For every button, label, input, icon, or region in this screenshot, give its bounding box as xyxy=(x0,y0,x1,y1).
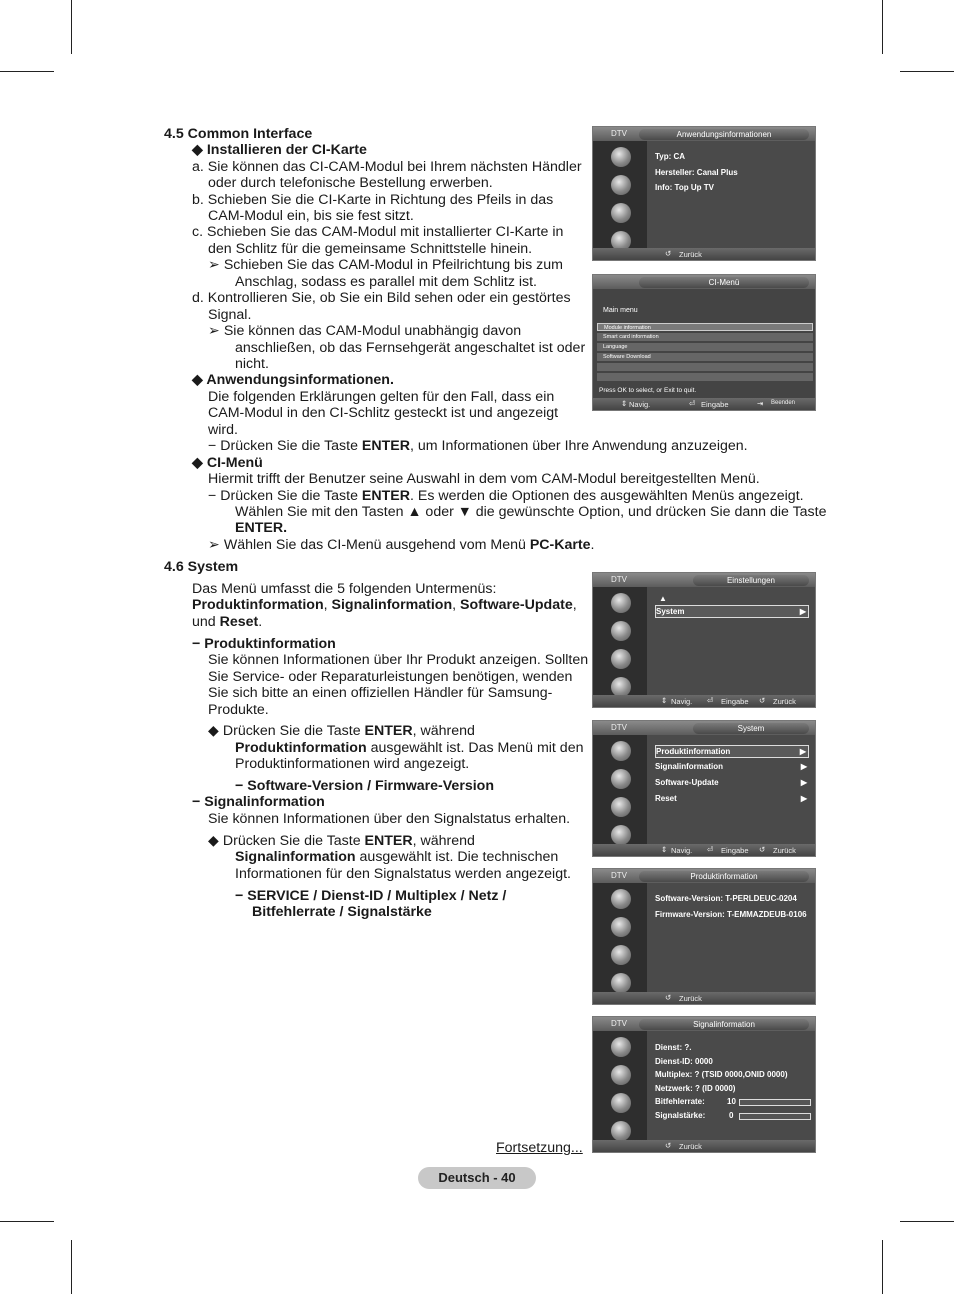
text-line: Produkte. xyxy=(208,702,269,718)
navigate-icon: ⇕ xyxy=(621,399,628,408)
text-line: Sie Service- oder Reparaturleistungen benötigen, wenden xyxy=(208,669,573,685)
text-line: Die folgenden Erklärungen gelten für den Fall, dass ein xyxy=(208,389,555,405)
return-icon: ↺ xyxy=(759,845,766,854)
return-icon: ↺ xyxy=(759,696,766,705)
ci-menu-item: Software Download xyxy=(597,353,813,361)
picture-icon xyxy=(611,741,631,761)
screen-sidebar xyxy=(593,735,647,844)
text-line: b. Schieben Sie die CI-Karte in Richtung des Pfeils in das xyxy=(192,192,554,208)
strength-bar xyxy=(739,1113,811,1120)
screen-body xyxy=(593,289,815,398)
screen-header: DTV Einstellungen xyxy=(593,573,815,587)
tv-screen-ci-menu xyxy=(592,274,816,411)
section-heading: 4.5 Common Interface xyxy=(164,126,313,142)
crop-mark xyxy=(71,0,72,54)
screen-header: DTV Signalinformation xyxy=(593,1017,815,1031)
continue-link: Fortsetzung... xyxy=(496,1140,583,1156)
screen-header: DTV Anwendungsinformationen xyxy=(593,127,815,141)
return-icon: ↺ xyxy=(665,993,672,1002)
return-icon: ↺ xyxy=(665,249,672,258)
setup-icon xyxy=(611,1121,631,1141)
ci-menu-item: Language xyxy=(597,343,813,351)
crop-mark xyxy=(71,1240,72,1294)
enter-icon: ⏎ xyxy=(707,845,714,854)
text-line: nicht. xyxy=(235,356,269,372)
crop-mark xyxy=(0,71,54,72)
page-number-badge: Deutsch - 40 xyxy=(418,1167,536,1189)
picture-icon xyxy=(611,889,631,909)
menu-row: System ▶ xyxy=(655,605,809,618)
text-line: anschließen, ob das Fernsehgerät angeschaltet ist oder xyxy=(235,340,586,356)
exit-icon: ⇥ xyxy=(757,399,764,408)
crop-mark xyxy=(900,71,954,72)
channel-icon xyxy=(611,1093,631,1113)
ci-menu-item: Module information xyxy=(597,323,813,331)
sound-icon xyxy=(611,769,631,789)
screen-body xyxy=(647,1031,815,1140)
screen-sidebar xyxy=(593,1031,647,1140)
section-heading: 4.6 System xyxy=(164,559,239,575)
navigate-icon: ⇕ xyxy=(661,845,668,854)
setup-icon xyxy=(611,973,631,993)
text-line: Sie können Informationen über den Signalstatus erhalten. xyxy=(208,811,571,827)
ber-bar xyxy=(739,1099,811,1106)
channel-icon xyxy=(611,649,631,669)
text-line: ➢ Wählen Sie das CI-Menü ausgehend vom Menü PC-Karte. xyxy=(208,537,595,553)
ci-menu-item xyxy=(597,363,813,371)
text-line: − SERVICE / Dienst-ID / Multiplex / Netz / xyxy=(235,888,507,904)
text-line: − Software-Version / Firmware-Version xyxy=(235,778,495,794)
text-line: − Drücken Sie die Taste ENTER, um Informationen über Ihre Anwendung anzuzeigen. xyxy=(208,438,748,454)
tv-screen-system xyxy=(592,720,816,857)
text-line: oder durch telefonische Bestellung erwerben. xyxy=(208,175,493,191)
info-row: Multiplex: ? (TSID 0000,ONID 0000) xyxy=(655,1070,788,1079)
screen-footer: ⇕ Navig. ⏎ Eingabe ⇥ Beenden xyxy=(593,398,815,410)
crop-mark xyxy=(882,1240,883,1294)
text-line: Wählen Sie mit den Tasten ▲ oder ▼ die gewünschte Option, und drücken Sie dann die Taste xyxy=(235,504,827,520)
tv-screen-signal-info xyxy=(592,1016,816,1153)
picture-icon xyxy=(611,1037,631,1057)
text-line: CAM-Modul ein, bis sie fest sitzt. xyxy=(208,208,414,224)
sound-icon xyxy=(611,1065,631,1085)
screen-footer: ↺ Zurück xyxy=(593,248,815,260)
info-row: Software-Version: T-PERLDEUC-0204 xyxy=(655,894,797,903)
ci-menu-item: Smart card information xyxy=(597,333,813,341)
info-row: Typ: CA xyxy=(655,152,686,161)
text-line: − Drücken Sie die Taste ENTER. Es werden die Optionen des ausgewählten Menüs angezeigt. xyxy=(208,488,804,504)
screen-sidebar xyxy=(593,587,647,695)
scroll-up-icon: ▲ xyxy=(659,594,667,603)
screen-body xyxy=(647,141,815,248)
text-line: Sie sich bitte an einen offiziellen Händler für Samsung- xyxy=(208,685,553,701)
text-line: Das Menü umfasst die 5 folgenden Untermenüs: xyxy=(192,581,497,597)
subheading: ◆ Installieren der CI-Karte xyxy=(192,142,367,158)
screen-footer: ↺ Zurück xyxy=(593,1140,815,1152)
screen-body xyxy=(647,587,815,695)
enter-icon: ⏎ xyxy=(707,696,714,705)
screen-body xyxy=(647,883,815,992)
subheading: ◆ Anwendungsinformationen. xyxy=(192,372,394,388)
picture-icon xyxy=(611,147,631,167)
text-line: Bitfehlerrate / Signalstärke xyxy=(252,904,432,920)
screen-footer: ⇕ Navig. ⏎ Eingabe ↺ Zurück xyxy=(593,695,815,707)
info-row: Dienst: ?. xyxy=(655,1043,692,1052)
text-line: ◆ Drücken Sie die Taste ENTER, während xyxy=(208,723,475,739)
subheading: − Signalinformation xyxy=(192,794,325,810)
menu-row: Signalinformation ▶ xyxy=(655,762,807,771)
ber-row: Bitfehlerrate: 10 xyxy=(655,1096,809,1107)
channel-icon xyxy=(611,945,631,965)
ci-hint: Press OK to select, or Exit to quit. xyxy=(599,387,697,394)
sound-icon xyxy=(611,917,631,937)
text-line: Hiermit trifft der Benutzer seine Auswahl in dem vom CAM-Modul bereitgestellten Menü. xyxy=(208,471,760,487)
menu-row: Produktinformation ▶ xyxy=(655,745,809,758)
info-row: Hersteller: Canal Plus xyxy=(655,168,738,177)
text-line: wird. xyxy=(208,422,238,438)
text-line: und Reset. xyxy=(192,614,263,630)
text-line: ◆ Drücken Sie die Taste ENTER, während xyxy=(208,833,475,849)
screen-header: DTV Produktinformation xyxy=(593,869,815,883)
info-row: Firmware-Version: T-EMMAZDEUB-0106 xyxy=(655,910,807,919)
text-line: Produktinformation ausgewählt ist. Das Menü mit den xyxy=(235,740,584,756)
info-row: Netzwerk: ? (ID 0000) xyxy=(655,1084,736,1093)
screen-footer: ⇕ Navig. ⏎ Eingabe ↺ Zurück xyxy=(593,844,815,856)
text-line: Produktinformation, Signalinformation, Software-Update, xyxy=(192,597,577,613)
crop-mark xyxy=(900,1221,954,1222)
screen-body xyxy=(647,735,815,844)
setup-icon xyxy=(611,825,631,845)
text-line: Signal. xyxy=(208,307,252,323)
text-line: Produktinformationen wird angezeigt. xyxy=(235,756,470,772)
setup-icon xyxy=(611,677,631,697)
text-line: Anschlag, sodass es parallel mit dem Schlitz ist. xyxy=(235,274,538,290)
text-line: c. Schieben Sie das CAM-Modul mit installierter CI-Karte in xyxy=(192,224,564,240)
text-line: Informationen für den Signalstatus werden angezeigt. xyxy=(235,866,571,882)
picture-icon xyxy=(611,593,631,613)
return-icon: ↺ xyxy=(665,1141,672,1150)
text-line: den Schlitz für die gemeinsame Schnittstelle hinein. xyxy=(208,241,533,257)
crop-mark xyxy=(882,0,883,54)
navigate-icon: ⇕ xyxy=(661,696,668,705)
text-line: CAM-Modul in den CI-Schlitz gesteckt ist und angezeigt xyxy=(208,405,559,421)
text-line: ➢ Schieben Sie das CAM-Modul in Pfeilrichtung bis zum xyxy=(208,257,563,273)
screen-header: CI-Menü xyxy=(593,275,815,289)
info-row: Dienst-ID: 0000 xyxy=(655,1057,713,1066)
tv-screen-settings xyxy=(592,572,816,708)
screen-sidebar xyxy=(593,883,647,992)
screen-sidebar xyxy=(593,141,647,248)
menu-row: Software-Update ▶ xyxy=(655,778,807,787)
menu-row: Reset ▶ xyxy=(655,794,807,803)
text-line: Sie können Informationen über Ihr Produkt anzeigen. Sollten xyxy=(208,652,589,668)
subheading: − Produktinformation xyxy=(192,636,336,652)
tv-screen-product-info xyxy=(592,868,816,1005)
channel-icon xyxy=(611,797,631,817)
screen-footer: ↺ Zurück xyxy=(593,992,815,1004)
crop-mark xyxy=(0,1221,54,1222)
main-menu-label: Main menu xyxy=(603,307,638,314)
subheading: ◆ CI-Menü xyxy=(192,455,263,471)
text-line: a. Sie können das CI-CAM-Modul bei Ihrem nächsten Händler xyxy=(192,159,582,175)
text-line: ➢ Sie können das CAM-Modul unabhängig davon xyxy=(208,323,522,339)
text-line: Signalinformation ausgewählt ist. Die technischen xyxy=(235,849,559,865)
sound-icon xyxy=(611,175,631,195)
enter-icon: ⏎ xyxy=(689,399,696,408)
text-line: d. Kontrollieren Sie, ob Sie ein Bild sehen oder ein gestörtes xyxy=(192,290,571,306)
channel-icon xyxy=(611,203,631,223)
ci-menu-item xyxy=(597,373,813,381)
tv-screen-app-info xyxy=(592,126,816,261)
info-row: Info: Top Up TV xyxy=(655,183,714,192)
strength-row: Signalstärke: 0 xyxy=(655,1110,809,1121)
sound-icon xyxy=(611,621,631,641)
screen-header: DTV System xyxy=(593,721,815,735)
text-line: ENTER. xyxy=(235,520,288,536)
